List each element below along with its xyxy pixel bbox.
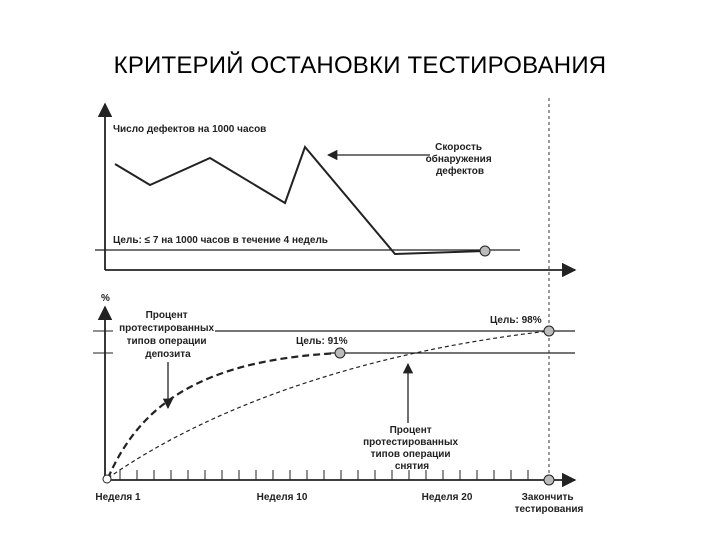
deposit-coverage-curve	[108, 353, 340, 478]
x-label-week10: Неделя 10	[256, 492, 308, 503]
finish-marker	[544, 475, 554, 485]
top-y-label: Число дефектов на 1000 часов	[113, 124, 267, 135]
defect-rate-end-marker	[480, 246, 490, 256]
x-label-week1: Неделя 1	[95, 492, 141, 503]
goal-98-label: Цель: 98%	[490, 315, 542, 326]
goal-defects-label: Цель: ≤ 7 на 1000 часов в течение 4 недель	[113, 235, 328, 246]
x-label-finish: Закончить тестирования	[514, 492, 584, 515]
callout-defect-rate: Скорость обнаружения дефектов	[425, 142, 492, 177]
week-ticks	[120, 470, 528, 480]
callout-deposit: Процент протестированных типов операции депозита	[119, 310, 215, 360]
bottom-y-label: %	[101, 293, 110, 304]
goal-98-marker	[544, 326, 554, 336]
bottom-chart	[93, 293, 584, 515]
goal-91-marker	[335, 348, 345, 358]
slide-title: КРИТЕРИЙ ОСТАНОВКИ ТЕСТИРОВАНИЯ	[113, 52, 607, 79]
callout-withdraw: Процент протестированных типов операции снятия	[363, 425, 459, 472]
goal-91-label: Цель: 91%	[296, 336, 348, 347]
x-label-week20: Неделя 20	[421, 492, 473, 503]
origin-marker	[103, 475, 111, 483]
top-chart	[95, 104, 575, 270]
